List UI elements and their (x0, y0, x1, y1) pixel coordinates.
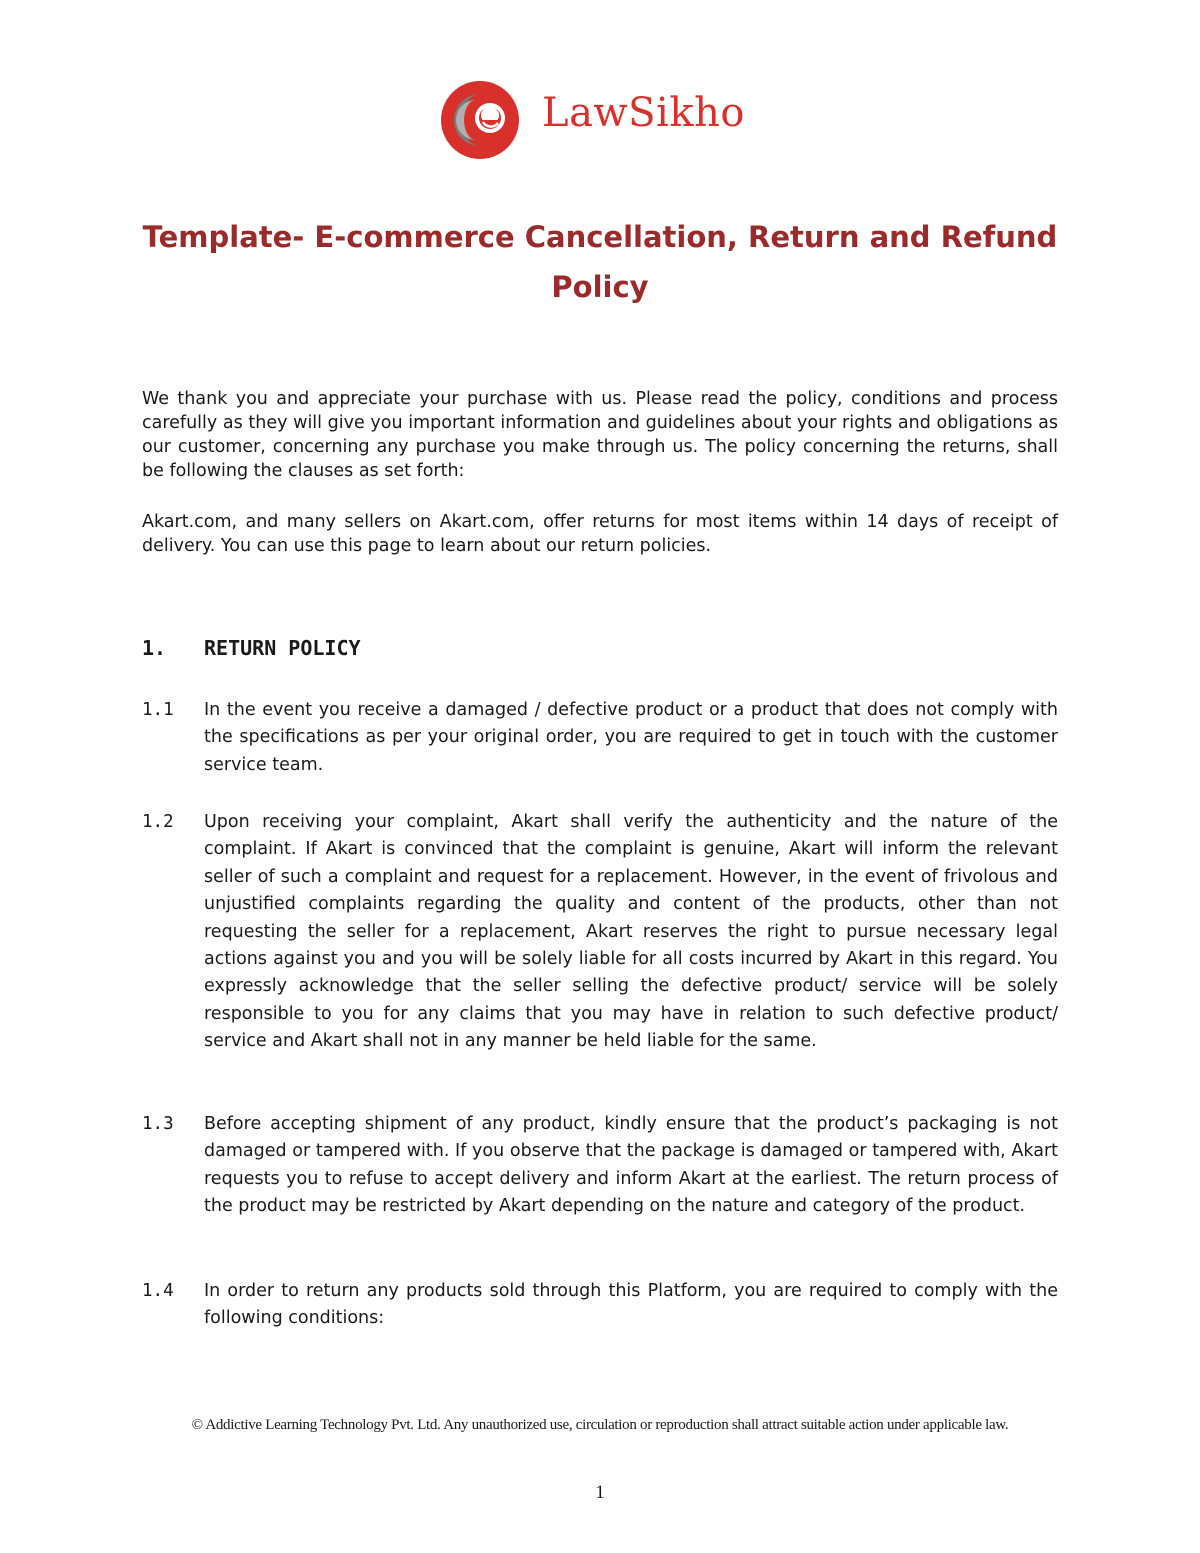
clause-number: 1.2 (142, 812, 174, 832)
section-heading-return-policy (142, 636, 1058, 666)
clause-1-3 (142, 1111, 1058, 1221)
intro-paragraph-2: Akart.com, and many sellers on Akart.com, offer returns for most items within 14 days of receipt of delivery. You can use this page to learn about our return policies. (142, 512, 1058, 556)
clause-1-4 (142, 1278, 1058, 1333)
footer-copyright: © Addictive Learning Technology Pvt. Ltd. Any unauthorized use, circulation or reproduction shall attract suitable action under applicable law. (191, 1417, 1009, 1433)
brand-name: LawSikho (542, 90, 745, 136)
clause-number: 1.1 (142, 700, 174, 720)
clause-text: Upon receiving your complaint, Akart shall verify the authenticity and the nature of the complaint. If Akart is convinced that the complaint is genuine, Akart will inform the relevant seller of such a complaint and request for a replacement. However, in the event of frivolous and unjustified complaints regarding the quality and content of the products, other than not requesting the seller for a replacement, Akart reserves the right to pursue necessary legal actions against you and you will be solely liable for all costs incurred by Akart in this regard. You expressly acknowledge that the seller selling the defective product/ service will be solely responsible to you for any claims that you may have in relation to such defective product/ service and Akart shall not in any manner be held liable for the same. (204, 812, 1058, 1052)
section-title: RETURN POLICY (204, 636, 361, 660)
section-number: 1. (142, 636, 167, 660)
page-number: 1 (595, 1482, 605, 1503)
brand-logo (440, 80, 770, 160)
document-title: Template- E-commerce Cancellation, Return and Refund Policy (142, 220, 1058, 304)
clause-text: In the event you receive a damaged / defective product or a product that does not comply with the specifications as per your original order, you are required to get in touch with the customer service team. (204, 700, 1058, 775)
intro-paragraph-1: We thank you and appreciate your purchase with us. Please read the policy, conditions and process carefully as they will give you important information and guidelines about your rights and obligations as our customer, concerning any purchase you make through us. The policy concerning the returns, shall be following the clauses as set forth: (142, 389, 1058, 481)
clause-1-2 (142, 809, 1058, 1056)
clause-number: 1.3 (142, 1114, 174, 1134)
clause-text: Before accepting shipment of any product, kindly ensure that the product’s packaging is not damaged or tampered with. If you observe that the package is damaged or tampered with, Akart requests you to refuse to accept delivery and inform Akart at the earliest. The return process of the product may be restricted by Akart depending on the nature and category of the product. (204, 1114, 1058, 1217)
clause-number: 1.4 (142, 1281, 174, 1301)
lawsikho-logo-icon (440, 80, 520, 160)
clause-1-1 (142, 697, 1058, 779)
clause-text: In order to return any products sold through this Platform, you are required to comply with the following conditions: (204, 1281, 1058, 1329)
